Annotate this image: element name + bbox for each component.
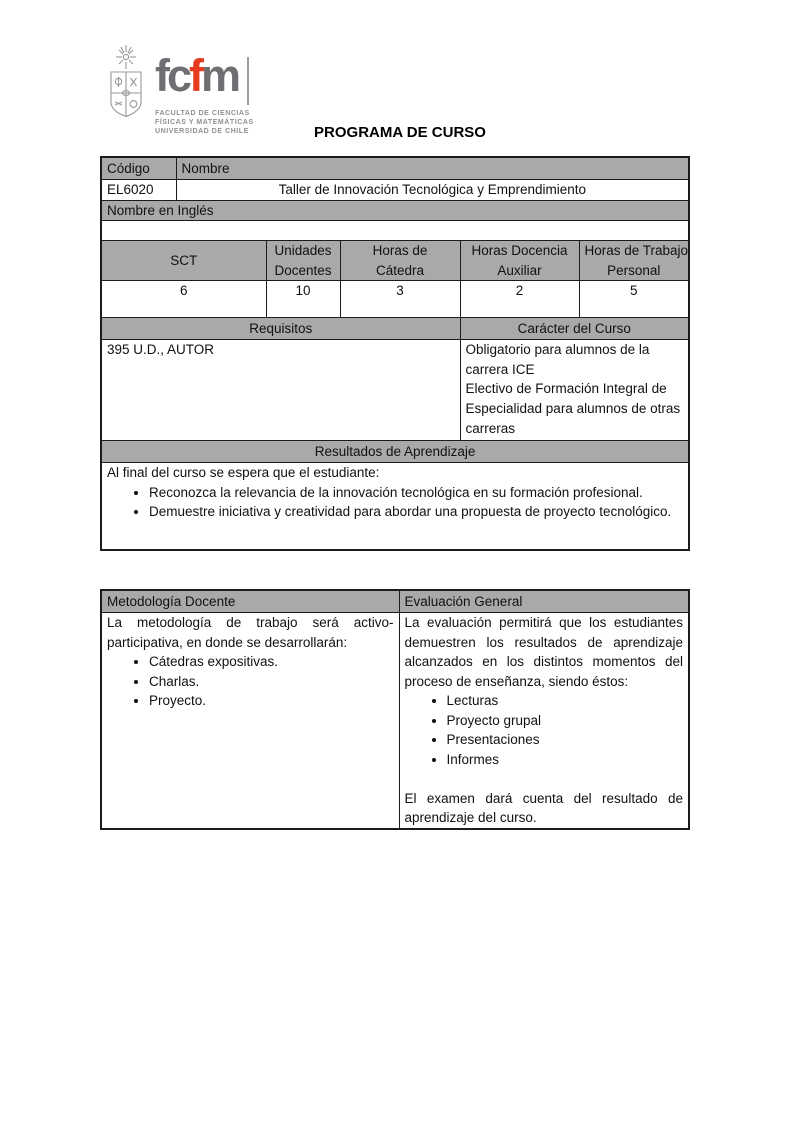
caracter-line: Electivo de Formación Integral de Especialidad para alumnos de otras carreras	[465, 381, 681, 436]
resultados-bullet: • Demuestre iniciativa y creatividad para abordar una propuesta de proyecto tecnológico.	[149, 502, 683, 522]
evaluacion-outro: El examen dará cuenta del resultado de aprendizaje del curso.	[404, 790, 683, 826]
evaluacion-bullet: • Lecturas	[447, 691, 684, 711]
horas-trabajo-header: Horas de Trabajo Personal	[579, 241, 689, 281]
horas-docencia-value: 2	[460, 281, 579, 318]
metodologia-bullet-list	[131, 652, 394, 711]
logo-caption-line: FACULTAD DE CIENCIAS	[155, 110, 250, 117]
metodologia-content	[101, 613, 399, 829]
caracter-line: Obligatorio para alumnos de la carrera ICE	[465, 342, 650, 377]
caracter-value	[460, 340, 689, 441]
metodologia-intro: La metodología de trabajo será activo-participativa, en donde se desarrollarán:	[107, 615, 394, 650]
wordmark-red-f: f	[189, 50, 202, 101]
unidades-docentes-header: Unidades Docentes	[266, 241, 340, 281]
resultados-intro: Al final del curso se espera que el estudiante:	[107, 465, 380, 481]
evaluacion-intro: La evaluación permitirá que los estudiantes demuestren los resultados de aprendizaje alcanzados en los distintos momentos del proceso de enseñanza, siendo éstos:	[404, 615, 683, 689]
evaluacion-content	[399, 613, 689, 829]
requisitos-value: 395 U.D., AUTOR	[101, 340, 460, 441]
metodologia-bullet: • Cátedras expositivas.	[149, 652, 394, 672]
sct-value: 6	[101, 281, 266, 318]
metodologia-bullet: • Charlas.	[149, 672, 394, 692]
nombre-value: Taller de Innovación Tecnológica y Emprendimiento	[176, 180, 689, 201]
logo-caption-line: FÍSICAS Y MATEMÁTICAS	[155, 119, 254, 127]
evaluacion-bullet: • Presentaciones	[447, 730, 684, 750]
wordmark-fc: fc	[155, 50, 190, 101]
page-title: PROGRAMA DE CURSO	[314, 124, 486, 141]
resultados-content	[101, 463, 689, 551]
evaluacion-bullet: • Informes	[447, 750, 684, 770]
evaluacion-bullet-list	[429, 691, 684, 769]
nombre-ingles-header: Nombre en Inglés	[101, 200, 689, 221]
horas-catedra-value: 3	[340, 281, 460, 318]
resultados-bullet-list	[131, 483, 683, 522]
methodology-evaluation-table	[100, 589, 690, 830]
codigo-header: Código	[101, 157, 176, 180]
fcfm-wordmark	[155, 50, 254, 105]
caracter-header: Carácter del Curso	[460, 318, 689, 340]
unidades-docentes-value: 10	[266, 281, 340, 318]
logo-divider-rule	[247, 57, 249, 105]
evaluacion-header: Evaluación General	[399, 590, 689, 613]
logo-caption-line: UNIVERSIDAD DE CHILE	[155, 128, 249, 136]
requisitos-header: Requisitos	[101, 318, 460, 340]
horas-docencia-header: Horas Docencia Auxiliar	[460, 241, 579, 281]
evaluacion-bullet: • Proyecto grupal	[447, 711, 684, 731]
metodologia-header: Metodología Docente	[101, 590, 399, 613]
horas-trabajo-value: 5	[579, 281, 689, 318]
sct-header: SCT	[101, 241, 266, 281]
wordmark-m: m	[201, 50, 239, 101]
nombre-ingles-value	[101, 221, 689, 241]
resultados-header: Resultados de Aprendizaje	[101, 441, 689, 463]
university-crest-icon	[103, 44, 149, 126]
metodologia-bullet: • Proyecto.	[149, 691, 394, 711]
codigo-value: EL6020	[101, 180, 176, 201]
nombre-header: Nombre	[176, 157, 689, 180]
course-info-table	[100, 156, 690, 551]
resultados-bullet: • Reconozca la relevancia de la innovación tecnológica en su formación profesional.	[149, 483, 683, 503]
horas-catedra-header: Horas de Cátedra	[340, 241, 460, 281]
fcfm-logo	[103, 44, 254, 136]
